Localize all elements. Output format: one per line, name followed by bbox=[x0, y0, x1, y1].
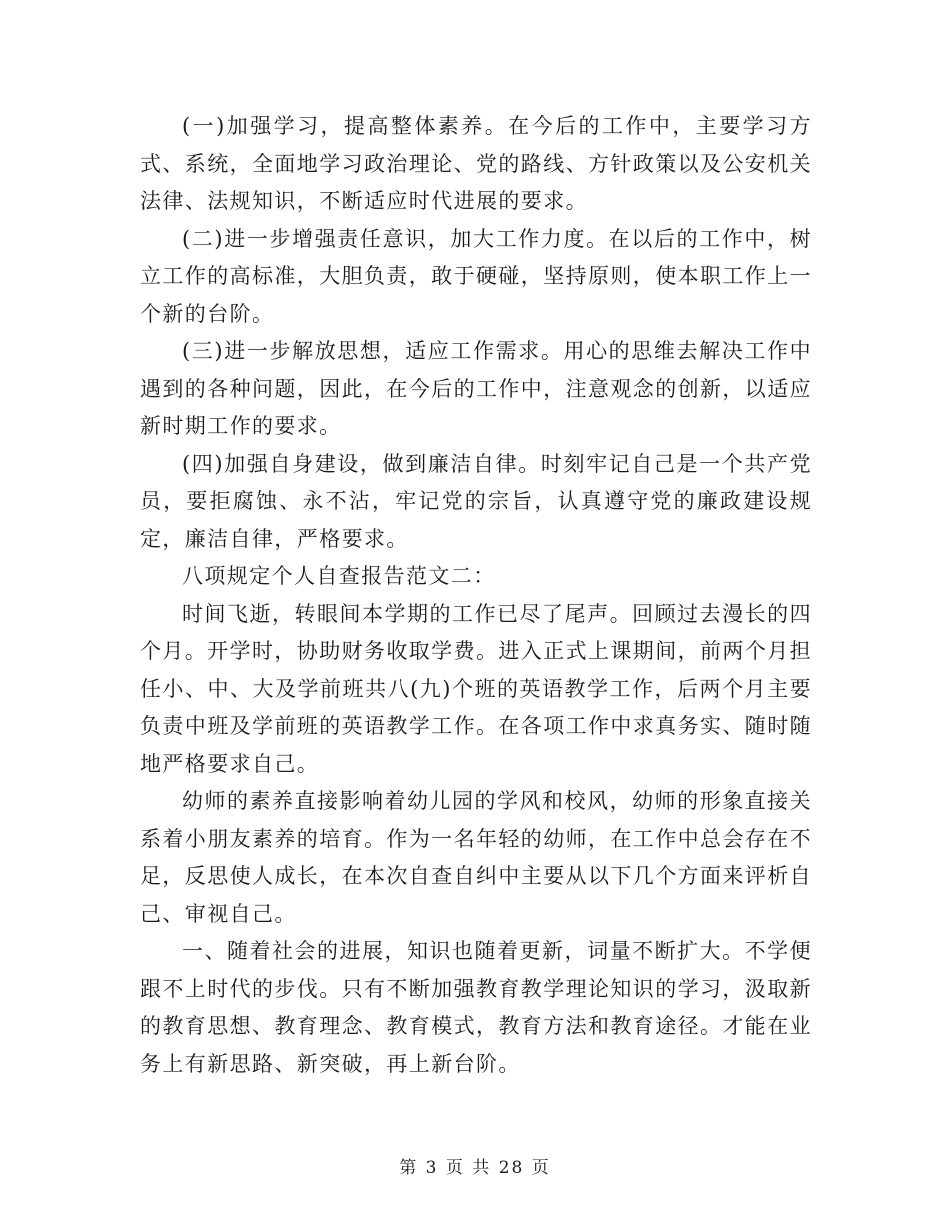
paragraph-6: 幼师的素养直接影响着幼儿园的学风和校风，幼师的形象直接关系着小朋友素养的培育。作为一名年轻的幼师，在工作中总会存在不足，反思使人成长，在本次自查自纠中主要从以下几个方面来评析自己、审视自己。 bbox=[140, 789, 812, 926]
paragraph-7: 一、随着社会的进展，知识也随着更新，词量不断扩大。不学便跟不上时代的步伐。只有不断加强教育教学理论知识的学习，汲取新的教育思想、教育理念、教育模式，教育方法和教育途径。才能在业务上有新思路、新突破，再上新台阶。 bbox=[140, 939, 812, 1076]
paragraph-3: (三)进一步解放思想，适应工作需求。用心的思维去解决工作中遇到的各种问题，因此，在今后的工作中，注意观念的创新，以适应新时期工作的要求。 bbox=[140, 339, 812, 438]
section-heading: 八项规定个人自查报告范文二： bbox=[182, 564, 496, 588]
paragraph-1: (一)加强学习，提高整体素养。在今后的工作中，主要学习方式、系统，全面地学习政治理论、党的路线、方针政策以及公安机关法律、法规知识，不断适应时代进展的要求。 bbox=[140, 114, 812, 213]
document-body bbox=[140, 108, 812, 1083]
page-number-footer: 第 3 页 共 28 页 bbox=[399, 1158, 551, 1178]
paragraph-5: 时间飞逝，转眼间本学期的工作已尽了尾声。回顾过去漫长的四个月。开学时，协助财务收取学费。进入正式上课期间，前两个月担任小、中、大及学前班共八(九)个班的英语教学工作，后两个月主要负责中班及学前班的英语教学工作。在各项工作中求真务实、随时随地严格要求自己。 bbox=[140, 601, 812, 776]
paragraph-4: (四)加强自身建设，做到廉洁自律。时刻牢记自己是一个共产党员，要拒腐蚀、永不沾，牢记党的宗旨，认真遵守党的廉政建设规定，廉洁自律，严格要求。 bbox=[140, 451, 812, 551]
paragraph-2: (二)进一步增强责任意识，加大工作力度。在以后的工作中，树立工作的高标准，大胆负责，敢于硬碰，坚持原则，使本职工作上一个新的台阶。 bbox=[140, 226, 812, 326]
